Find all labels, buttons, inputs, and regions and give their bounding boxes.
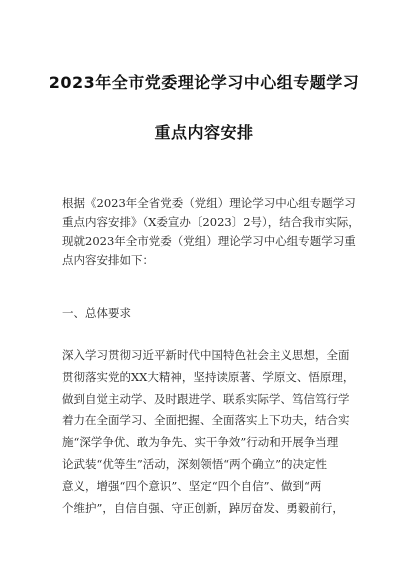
section1-line: 贯彻落实党的XX大精神，坚持读原著、学原文、悟原理， (62, 369, 355, 384)
section1-line: 个维护”，自信自强、守正创新，踔厉奋发、勇毅前行， (62, 500, 344, 515)
section1-line: 着力在全面学习、全面把握、全面落实上下功夫，结合实 (62, 413, 350, 428)
section1-paragraph (62, 345, 362, 519)
section1-line: 论武装“优等生”活动，深刻领悟“两个确立”的决定性 (62, 456, 328, 471)
intro-line: 现就2023年全市党委（党组）理论学习中心组专题学习重 (62, 234, 356, 248)
intro-paragraph (62, 194, 362, 270)
document-title-line-2: 重点内容安排 (154, 123, 254, 142)
section1-line: 意义，增强“四个意识”、坚定“四个自信”、做到“两 (62, 478, 322, 493)
intro-line: 根据《2023年全省党委（党组）理论学习中心组专题学习 (62, 196, 356, 210)
intro-line: 点内容安排如下： (62, 253, 154, 267)
section-heading-general-requirements: 一、总体要求 (62, 306, 131, 320)
section1-line: 深入学习贯彻习近平新时代中国特色社会主义思想，全面 (62, 348, 350, 362)
document-title-line-1: 2023年全市党委理论学习中心组专题学习 (48, 73, 360, 92)
section1-line: 做到自觉主动学、及时跟进学、联系实际学、笃信笃行学 (62, 391, 350, 406)
section1-line: 施“深学争优、敢为争先、实干争效”行动和开展争当理 (62, 435, 339, 450)
intro-line: 重点内容安排》（X委宣办〔2023〕2号），结合我市实际， (62, 215, 360, 229)
